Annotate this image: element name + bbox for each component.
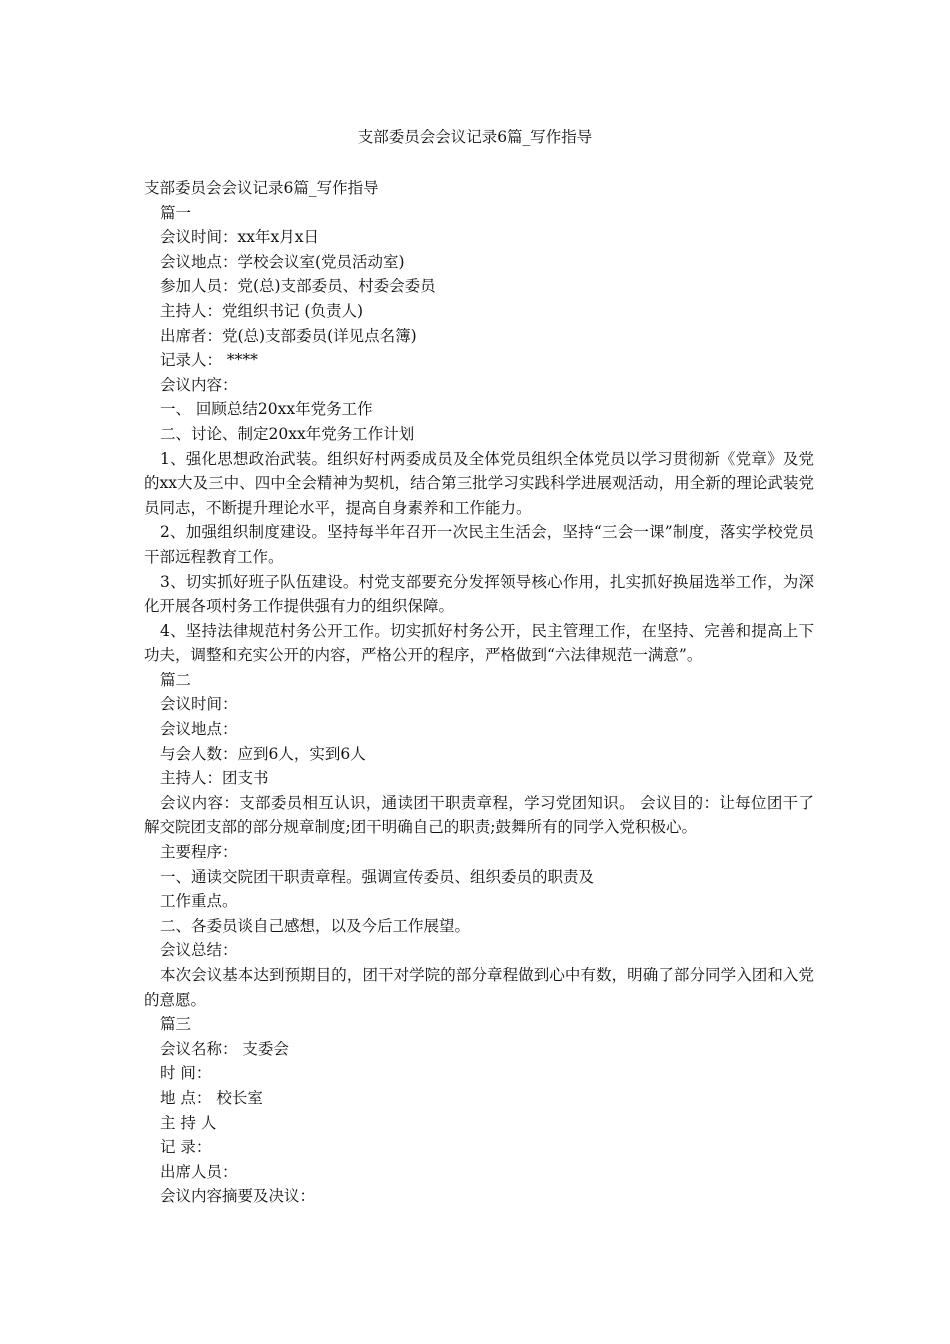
text-line: 记 录：	[160, 1138, 212, 1157]
section-heading: 篇三	[160, 1015, 192, 1034]
text-line: 出席人员：	[160, 1162, 238, 1181]
text-line: 参加人员：党(总)支部委员、村委会委员	[160, 277, 436, 296]
section-heading: 篇二	[160, 670, 192, 689]
text-line: 时 间：	[160, 1064, 212, 1083]
document-title: 支部委员会会议记录6篇_写作指导	[357, 128, 593, 146]
text-line: 会议地点：学校会议室(党员活动室)	[160, 252, 405, 271]
paragraph: 2、加强组织制度建设。坚持每半年召开一次民主生活会，坚持“三会一课”制度，落实学校党员干部远程教育工作。	[144, 523, 814, 566]
text-line: 与会人数：应到6人，实到6人	[160, 744, 366, 763]
text-line: 会议名称： 支委会	[160, 1039, 289, 1058]
text-line: 出席者：党(总)支部委员(详见点名簿)	[160, 326, 417, 345]
text-line: 一、通读交院团干职责章程。强调宣传委员、组织委员的职责及	[160, 867, 595, 886]
text-line: 主持人：团支书	[160, 769, 269, 788]
paragraph: 会议内容：支部委员相互认识，通读团干职责章程，学习党团知识。 会议目的：让每位团干了解交院团支部的部分规章制度;团干明确自己的职责;鼓舞所有的同学入党积极心。	[144, 793, 814, 837]
paragraph: 1、强化思想政治武装。组织好村两委成员及全体党员组织全体党员以学习贯彻新《党章》及党的xx大及三中、四中全会精神为契机，结合第三批学习实践科学进展观活动，用全新的理论武装党员同志，不断提升理论水平，提高自身素养和工作能力。	[144, 449, 814, 517]
text-line: 二、讨论、制定20xx年党务工作计划	[160, 424, 415, 443]
text-line: 地 点： 校长室	[160, 1088, 263, 1107]
text-line: 会议时间：xx年x月x日	[160, 228, 319, 247]
text-line: 主要程序：	[160, 843, 238, 862]
paragraph: 3、切实抓好班子队伍建设。村党支部要充分发挥领导核心作用，扎实抓好换届选举工作，为深化开展各项村务工作提供强有力的组织保障。	[144, 572, 814, 616]
text-line: 会议总结：	[160, 941, 238, 960]
paragraph: 本次会议基本达到预期目的，团干对学院的部分章程做到心中有数，明确了部分同学入团和入党的意愿。	[144, 966, 814, 1009]
text-line: 会议时间：	[160, 695, 238, 714]
text-line: 主持人：党组织书记 (负责人)	[160, 301, 364, 320]
text-line: 会议地点：	[160, 720, 238, 739]
text-line: 主 持 人	[160, 1113, 217, 1132]
text-line: 记录人： ****	[160, 351, 258, 370]
document-body	[144, 176, 814, 1209]
paragraph: 4、坚持法律规范村务公开工作。切实抓好村务公开，民主管理工作，在坚持、完善和提高上下功夫，调整和充实公开的内容，严格公开的程序，严格做到“六法律规范一满意”。	[144, 621, 814, 665]
text-line: 工作重点。	[160, 892, 238, 911]
text-line: 一、 回顾总结20xx年党务工作	[160, 400, 373, 419]
text-line: 会议内容摘要及决议：	[160, 1187, 316, 1206]
text-line: 二、各委员谈自己感想，以及今后工作展望。	[160, 916, 471, 935]
heading-line: 支部委员会会议记录6篇_写作指导	[144, 179, 379, 197]
section-heading: 篇一	[160, 203, 192, 222]
text-line: 会议内容：	[160, 375, 238, 394]
